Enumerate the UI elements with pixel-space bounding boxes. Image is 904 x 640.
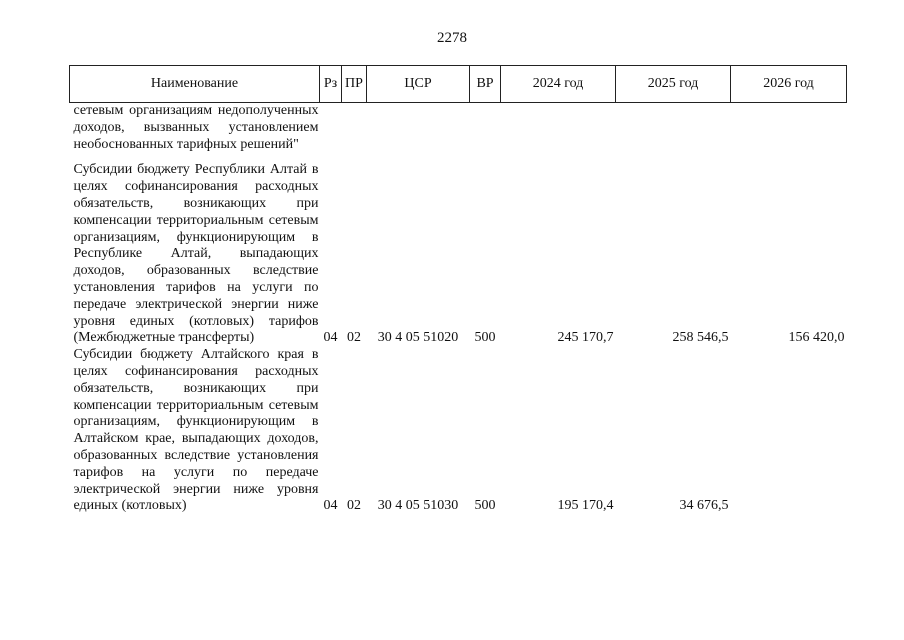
row-pr: 02 [347, 498, 361, 514]
header-vr: ВР [470, 66, 501, 103]
row-vr: 500 [474, 498, 496, 514]
continuation-name-cell [70, 103, 320, 154]
row-amount-2024: 195 170,4 [557, 498, 614, 514]
row-amount-2026: 156 420,0 [788, 330, 845, 346]
row-csr: 30 4 05 51030 [377, 498, 459, 514]
header-row [70, 66, 847, 103]
header-csr: ЦСР [367, 66, 470, 103]
table-row-continuation [70, 103, 847, 154]
header-2025: 2025 год [616, 66, 731, 103]
header-pr: ПР [342, 66, 367, 103]
budget-table [69, 65, 847, 515]
row-name-cell [70, 347, 320, 515]
table-row [70, 162, 847, 347]
row-csr: 30 4 05 51020 [377, 330, 459, 346]
continuation-name-text: сетевым организациям недополученных доходов, вызванных установлением необоснованных тарифных решений" [73, 103, 319, 152]
row-amount-2024: 245 170,7 [557, 330, 614, 346]
row-amount-2026 [731, 347, 847, 515]
header-name: Наименование [70, 66, 320, 103]
table-row [70, 347, 847, 515]
row-name-text: Субсидии бюджету Республики Алтай в целях софинансирования расходных обязательств, возникающих при компенсации территориальным сетевым организациям, функционирующим в Республике Алтай, выпадающих доходов, образованных вследствие установления тарифов на услуги по передаче электрической энергии ниже уровня единых (котловых) тарифов (Межбюджетные трансферты) [73, 162, 319, 346]
row-vr: 500 [474, 330, 496, 346]
table-header [70, 66, 847, 103]
row-rz: 04 [323, 330, 338, 346]
row-name-cell [70, 162, 320, 347]
header-2024: 2024 год [501, 66, 616, 103]
row-amount-2025: 34 676,5 [679, 498, 729, 514]
row-spacer [70, 153, 847, 162]
row-amount-2025: 258 546,5 [672, 330, 729, 346]
row-name-text: Субсидии бюджету Алтайского края в целях софинансирования расходных обязательств, возникающих при компенсации территориальным сетевым организациям, функционирующим в Алтайском крае, выпадающих доходов, образованных вследствие установления тарифов на услуги по передаче электрической энергии ниже уровня единых (котловых) [73, 347, 319, 514]
header-rz: Рз [320, 66, 342, 103]
row-pr: 02 [347, 330, 361, 346]
header-2026: 2026 год [731, 66, 847, 103]
table-body [70, 103, 847, 516]
row-rz: 04 [323, 498, 338, 514]
page-number: 2278 [437, 30, 467, 46]
